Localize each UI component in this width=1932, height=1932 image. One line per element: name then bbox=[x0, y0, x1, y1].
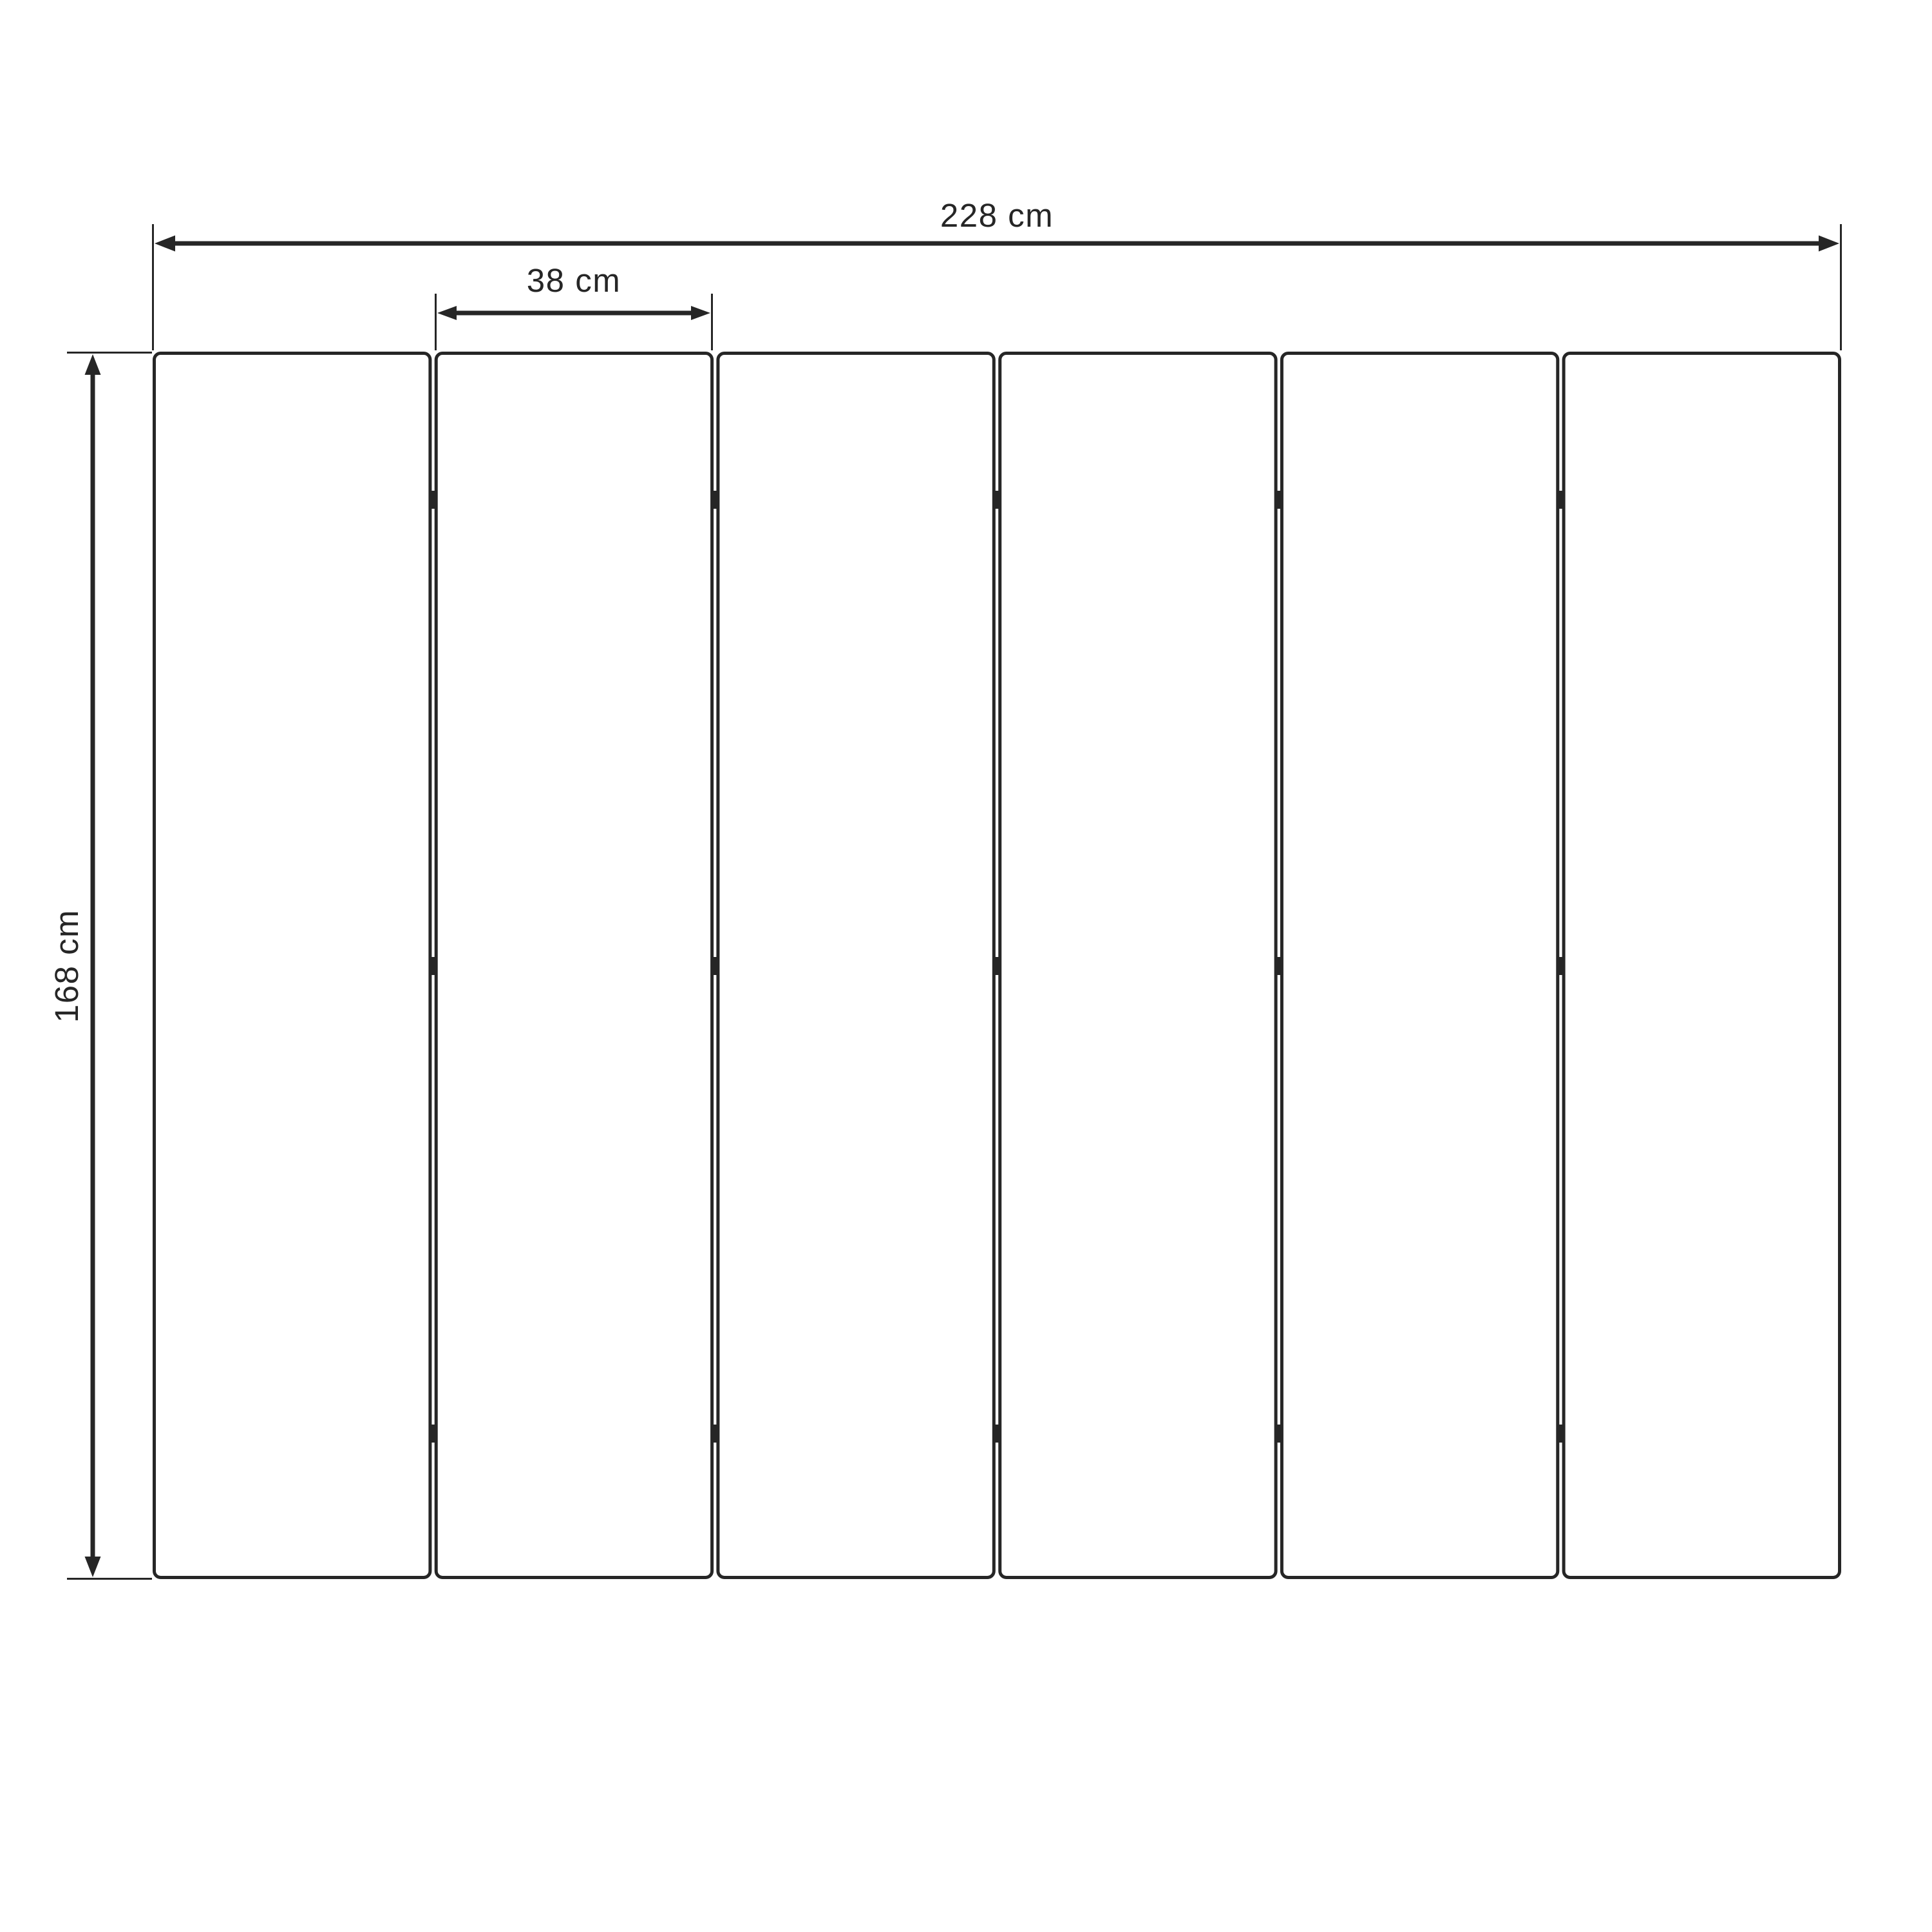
panel bbox=[1000, 354, 1276, 1578]
panels-group bbox=[155, 354, 1840, 1578]
hinge-mark bbox=[1274, 957, 1283, 975]
hinge-mark bbox=[711, 957, 719, 975]
total-width-label: 228 cm bbox=[940, 197, 1054, 234]
panel-width-label: 38 cm bbox=[526, 262, 621, 299]
hinge-mark bbox=[429, 491, 437, 509]
hinge-mark bbox=[993, 491, 1001, 509]
hinge-mark bbox=[711, 1425, 719, 1443]
hinge-mark bbox=[711, 491, 719, 509]
hinge-mark bbox=[429, 957, 437, 975]
dimension-total-width bbox=[153, 197, 1841, 350]
hinge-mark bbox=[993, 1425, 1001, 1443]
dimension-panel-width bbox=[436, 262, 712, 350]
arrowhead-left-icon bbox=[437, 306, 457, 320]
dimension-height bbox=[48, 353, 152, 1579]
height-label: 168 cm bbox=[48, 909, 85, 1023]
hinge-mark bbox=[1274, 491, 1283, 509]
panel bbox=[436, 354, 712, 1578]
arrowhead-up-icon bbox=[85, 354, 101, 375]
hinge-mark bbox=[1274, 1425, 1283, 1443]
hinge-mark bbox=[993, 957, 1001, 975]
panel bbox=[1282, 354, 1557, 1578]
arrowhead-right-icon bbox=[1819, 236, 1839, 252]
panel bbox=[155, 354, 430, 1578]
hinge-mark bbox=[1557, 957, 1565, 975]
panel bbox=[718, 354, 994, 1578]
arrowhead-right-icon bbox=[691, 306, 710, 320]
arrowhead-down-icon bbox=[85, 1557, 101, 1577]
arrowhead-left-icon bbox=[155, 236, 175, 252]
hinge-mark bbox=[1557, 1425, 1565, 1443]
hinge-mark bbox=[1557, 491, 1565, 509]
hinge-mark bbox=[429, 1425, 437, 1443]
panel bbox=[1564, 354, 1839, 1578]
